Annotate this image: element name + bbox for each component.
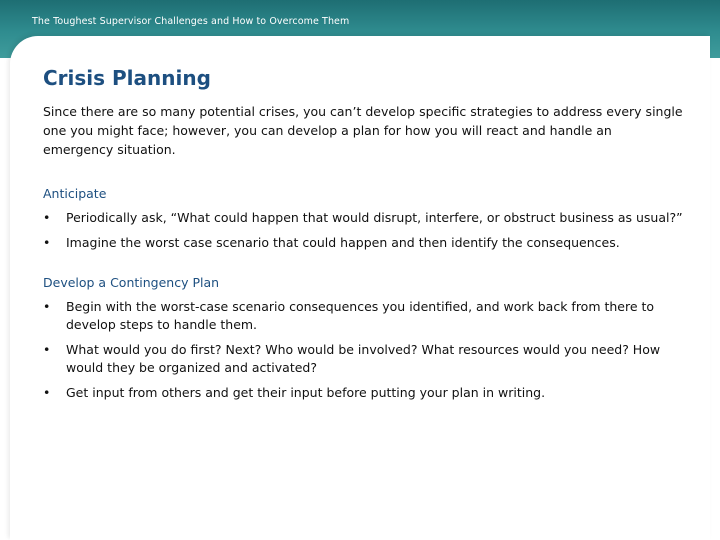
slide-title: Crisis Planning xyxy=(43,66,211,90)
intro-paragraph: Since there are so many potential crises, you can’t develop specific strategies to address every single one you might face; however, you can develop a plan for how you will react and handle an emergency situation. xyxy=(43,104,683,157)
list-item-text: Periodically ask, “What could happen that would disrupt, interfere, or obstruct business as usual?” xyxy=(66,210,683,225)
presentation-title: The Toughest Supervisor Challenges and How to Overcome Them xyxy=(32,16,350,27)
bullet-icon: • xyxy=(43,342,51,357)
slide-content xyxy=(43,66,683,409)
list-item-text: Get input from others and get their input before putting your plan in writing. xyxy=(66,385,546,400)
list-item xyxy=(43,234,686,252)
bullet-icon: • xyxy=(43,385,51,400)
list-item xyxy=(43,209,686,227)
section-heading: Develop a Contingency Plan xyxy=(43,275,220,290)
section-contingency-plan xyxy=(43,274,683,402)
list-item xyxy=(43,384,686,402)
list-item-text: Begin with the worst-case scenario consequences you identified, and work back from there to develop steps to handle them. xyxy=(66,299,655,332)
bullet-list xyxy=(43,209,683,252)
section-heading: Anticipate xyxy=(43,186,107,201)
list-item-text: Imagine the worst case scenario that could happen and then identify the consequences. xyxy=(66,235,620,250)
bullet-list xyxy=(43,298,683,402)
list-item xyxy=(43,298,686,334)
bullet-icon: • xyxy=(43,235,51,250)
bullet-icon: • xyxy=(43,299,51,314)
section-anticipate xyxy=(43,185,683,252)
list-item-text: What would you do first? Next? Who would be involved? What resources would you need? How would they be organized and activated? xyxy=(66,342,661,375)
list-item xyxy=(43,341,686,377)
bullet-icon: • xyxy=(43,210,51,225)
